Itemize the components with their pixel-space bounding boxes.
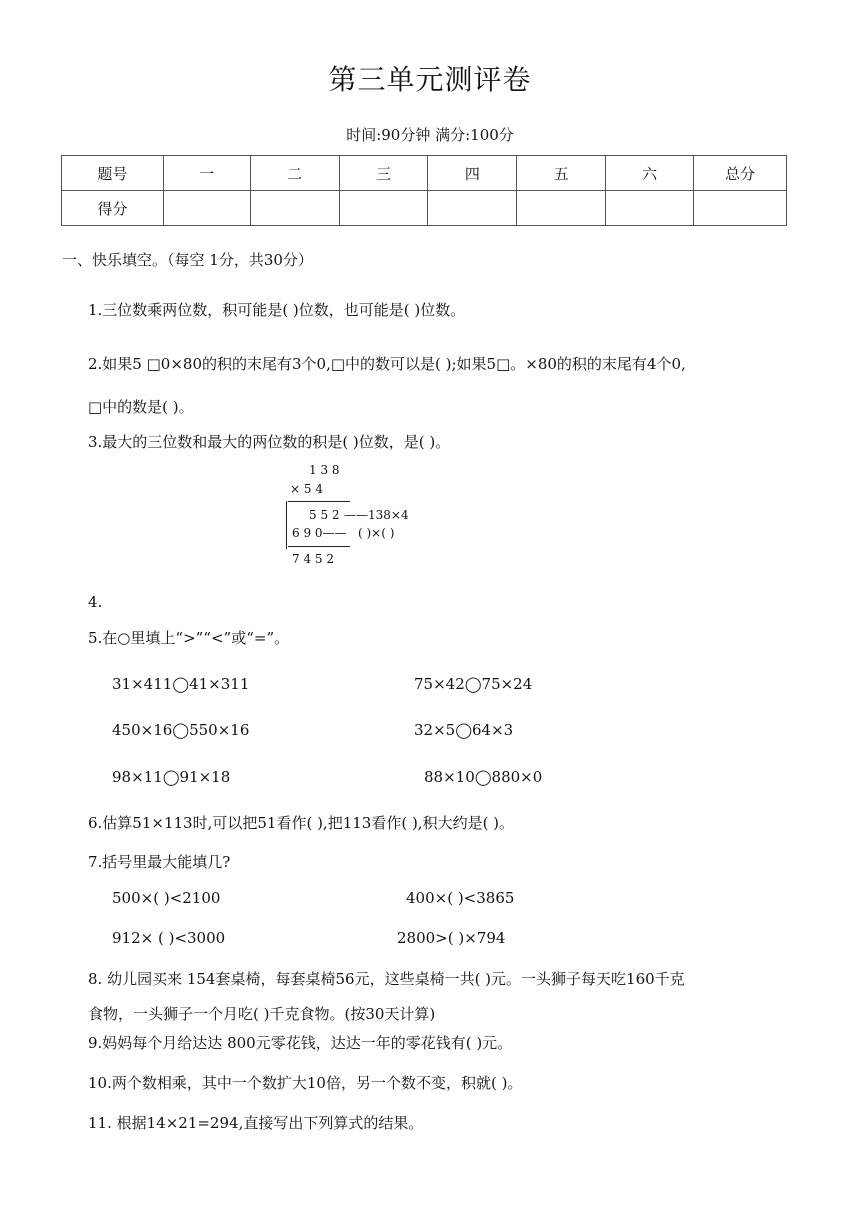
compare-item: 75×42◯75×24 <box>414 675 533 693</box>
calc-row-partial-1: 5 5 2 <box>309 508 340 522</box>
calc-row-multiplier: × 5 4 <box>290 482 323 496</box>
question-5: 5.在○里填上“>”“<”或“=”。 <box>88 629 290 647</box>
question-2-line-2: □中的数是( )。 <box>88 398 194 416</box>
table-header-cell: 一 <box>163 156 250 191</box>
calc-row-product: 7 4 5 2 <box>292 552 334 566</box>
calc-note-2: ( )×( ) <box>358 526 395 540</box>
calc-row-multiplicand: 1 3 8 <box>309 463 340 477</box>
score-row-label: 得分 <box>62 191 164 226</box>
exam-info: 时间:90分钟 满分:100分 <box>346 126 514 144</box>
question-4: 4. <box>88 593 103 611</box>
score-table-score-row <box>62 191 787 226</box>
table-header-cell: 五 <box>517 156 606 191</box>
calc-note-1: ——138×4 <box>344 508 409 522</box>
question-7: 7.括号里最大能填几? <box>88 853 231 871</box>
score-cell[interactable] <box>250 191 339 226</box>
table-header-cell: 六 <box>606 156 694 191</box>
table-header-cell: 四 <box>428 156 517 191</box>
question-1: 1.三位数乘两位数，积可能是( )位数，也可能是( )位数。 <box>88 301 466 319</box>
score-table <box>61 155 787 226</box>
question-6: 6.估算51×113时,可以把51看作( ),把113看作( ),积大约是( )。 <box>88 814 515 832</box>
table-header-cell: 总分 <box>694 156 787 191</box>
question-2-line-1: 2.如果5 □0×80的积的末尾有3个0,□中的数可以是( );如果5□。×80的积的末尾有4个0, <box>88 355 686 373</box>
calc-divider <box>288 546 350 547</box>
question-9: 9.妈妈每个月给达达 800元零花钱，达达一年的零花钱有( )元。 <box>88 1034 513 1052</box>
question-3: 3.最大的三位数和最大的两位数的积是( )位数，是( )。 <box>88 433 451 451</box>
score-cell[interactable] <box>694 191 787 226</box>
table-header-cell: 题号 <box>62 156 164 191</box>
compare-item: 450×16◯550×16 <box>112 721 250 739</box>
score-table-header-row <box>62 156 787 191</box>
fill-item: 912× ( )<3000 <box>112 929 226 947</box>
compare-item: 31×411◯41×311 <box>112 675 250 693</box>
fill-item: 400×( )<3865 <box>406 889 515 907</box>
question-11: 11. 根据14×21=294,直接写出下列算式的结果。 <box>88 1114 424 1132</box>
score-cell[interactable] <box>339 191 428 226</box>
section-heading: 一、快乐填空。（每空 1分，共30分） <box>62 251 313 269</box>
multiplication-figure <box>280 460 510 570</box>
fill-item: 2800>( )×794 <box>397 929 506 947</box>
score-cell[interactable] <box>428 191 517 226</box>
table-header-cell: 二 <box>250 156 339 191</box>
table-header-cell: 三 <box>339 156 428 191</box>
page-title: 第三单元测评卷 <box>328 63 532 96</box>
calc-divider <box>288 501 350 502</box>
compare-item: 98×11◯91×18 <box>112 768 231 786</box>
score-cell[interactable] <box>163 191 250 226</box>
score-cell[interactable] <box>517 191 606 226</box>
calc-row-partial-2: 6 9 0—— <box>292 526 347 540</box>
compare-item: 32×5◯64×3 <box>414 721 514 739</box>
question-8-line-1: 8. 幼儿园买来 154套桌椅，每套桌椅56元，这些桌椅一共( )元。一头狮子每天吃160千克 <box>88 970 685 988</box>
fill-item: 500×( )<2100 <box>112 889 221 907</box>
score-cell[interactable] <box>606 191 694 226</box>
calc-bracket <box>286 501 287 549</box>
compare-item: 88×10◯880×0 <box>424 768 543 786</box>
question-10: 10.两个数相乘，其中一个数扩大10倍，另一个数不变，积就( )。 <box>88 1074 523 1092</box>
question-8-line-2: 食物，一头狮子一个月吃( )千克食物。(按30天计算) <box>88 1005 436 1023</box>
